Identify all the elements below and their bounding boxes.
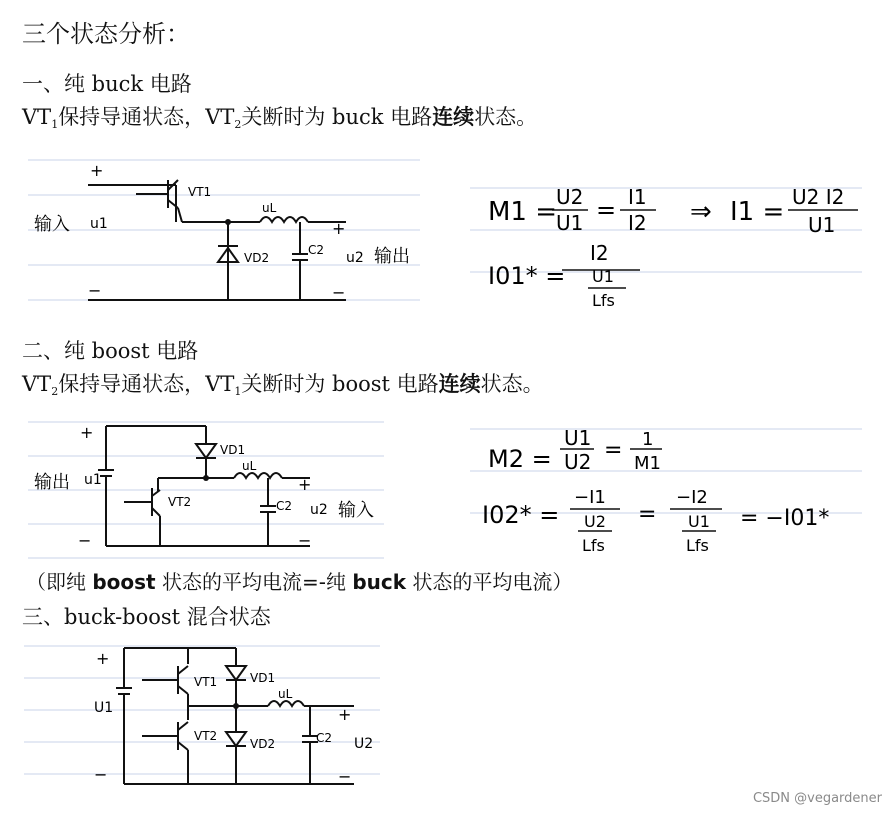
label-vt1: VT1 [188,185,212,199]
formula1-f3d: U1 [808,213,836,237]
label-input: 输入 [34,214,70,235]
label-u1: u1 [84,472,102,488]
formula1-f4d1: U1 [592,267,614,286]
plus-sign-left: + [96,649,110,668]
section-heading-buck-boost: 三、buck-boost 混合状态 [22,605,271,629]
average-current-note: （即纯 boost 状态的平均电流=-纯 buck 状态的平均电流） [26,570,573,594]
label-output: 输出 [34,472,70,493]
formula1-eq: = [596,196,617,224]
plus-sign-right: + [338,705,352,724]
buck-boost-circuit-diagram [24,640,380,800]
label-c2: C2 [308,243,325,257]
formula2-f4d2: Lfs [686,536,709,555]
formula1-i1: I1 = [730,197,785,227]
formula1-f1n: U2 [556,185,584,209]
formula2-m: M2 = [488,445,552,473]
formula2-f3d1: U2 [584,512,606,531]
formula2-eq2: = [638,502,657,527]
label-input: 输入 [338,500,374,521]
minus-sign-out: − [332,283,346,302]
label-vt2: VT2 [168,495,192,509]
formula2-f1n: U1 [564,426,592,450]
watermark: CSDN @vegardener [752,791,882,806]
section-heading-buck: 一、纯 buck 电路 [22,72,192,96]
minus-sign-left: − [78,531,92,550]
label-u2: u2 [346,250,364,266]
formula2-f4d1: U1 [688,512,710,531]
label-u1: u1 [90,216,108,232]
label-u2: u2 [310,502,328,518]
formula2-tail: = −I01* [740,506,830,531]
formula-buck [470,180,865,315]
label-output: 输出 [374,246,410,267]
formula1-f3n: U2 I2 [792,185,845,209]
formula1-f2n: I1 [628,185,647,209]
minus-sign-right: − [298,531,312,550]
formula2-eq: = [604,438,623,463]
section-heading-boost: 二、纯 boost 电路 [22,339,199,363]
label-u2: U2 [354,736,374,752]
plus-sign-in: + [90,161,104,180]
label-ul: uL [262,201,277,215]
formula1-io: I01* = [488,262,566,290]
label-u1: U1 [94,700,114,716]
label-c2: C2 [316,731,333,745]
label-vd2: VD2 [250,737,276,751]
label-vd1: VD1 [220,443,246,457]
plus-sign-right: + [298,475,312,494]
label-ul: uL [278,687,293,701]
label-vt1: VT1 [194,675,218,689]
formula2-f2d: M1 [634,453,661,474]
formula1-f2d: I2 [628,211,647,235]
plus-sign-out: + [332,219,346,238]
formula2-f3n: −I1 [574,487,606,508]
formula2-io: I02* = [482,501,560,529]
formula1-m: M1 = [488,197,558,227]
formula1-f4n: I2 [590,241,609,265]
formula1-f1d: U1 [556,211,584,235]
formula2-f1d: U2 [564,450,592,474]
label-vt2: VT2 [194,729,218,743]
minus-sign-in: − [88,281,102,300]
formula2-f2n: 1 [642,429,654,450]
plus-sign-left: + [80,423,94,442]
formula1-f4d2: Lfs [592,291,615,310]
minus-sign-left: − [94,765,108,784]
section-desc-boost: $VT_2$保持导通状态，$VT_1$关断时为 boost 电路连续状态。 [22,371,544,398]
formula1-arrow: ⇒ [690,197,712,227]
section-desc-buck: $VT_1$保持导通状态，$VT_2$关断时为 buck 电路连续状态。 [22,104,538,131]
formula2-f3d2: Lfs [582,536,605,555]
formula2-f4n: −I2 [676,487,708,508]
label-ul: uL [242,459,257,473]
label-c2: C2 [276,499,293,513]
buck-circuit-diagram [28,150,420,320]
label-vd1: VD1 [250,671,276,685]
formula-boost [470,425,865,565]
label-vd2: VD2 [244,251,270,265]
minus-sign-right: − [338,767,352,786]
boost-circuit-diagram [28,418,384,568]
page-title: 三个状态分析： [22,20,190,48]
